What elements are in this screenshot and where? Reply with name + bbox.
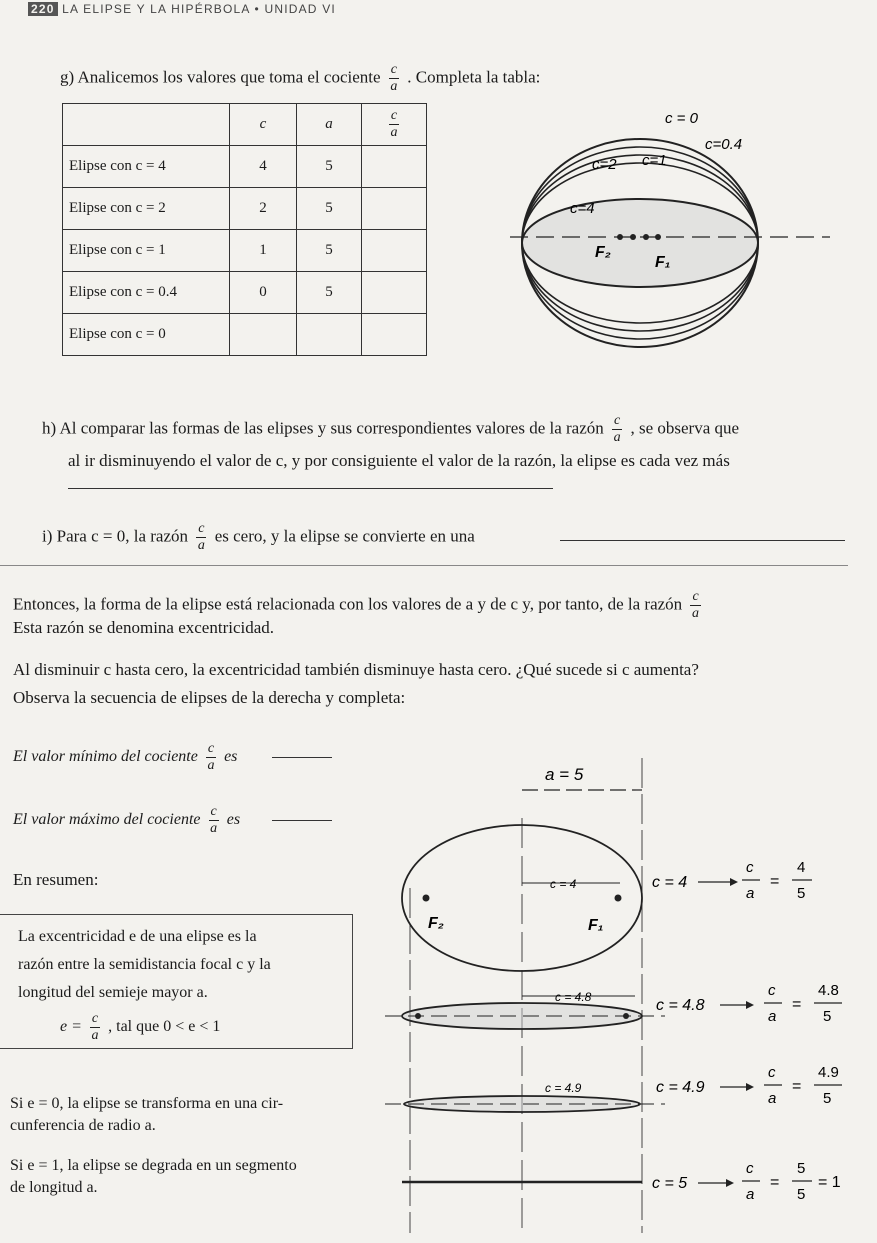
- label-c1: c=1: [642, 152, 667, 169]
- min-line: [13, 742, 237, 773]
- row-ratio-blank[interactable]: [362, 230, 427, 272]
- i-frac-num: c: [198, 521, 205, 536]
- row-a: [297, 314, 362, 356]
- si0-line1: Si e = 0, la elipse se transforma en una cir-: [10, 1095, 284, 1112]
- i-text-b: es cero, y la elipse se convierte en una: [214, 526, 475, 546]
- eq3-den: 5: [823, 1090, 832, 1107]
- eq1-num: 4: [797, 859, 806, 876]
- formula-num: c: [91, 1011, 99, 1026]
- section-title: LA ELIPSE Y LA HIPÉRBOLA: [62, 2, 250, 16]
- row-a: 5: [297, 188, 362, 230]
- eq2-frac-num: c: [768, 982, 776, 999]
- eq2-frac-den: a: [768, 1008, 777, 1025]
- formula-den: a: [91, 1028, 99, 1043]
- label-a5: a = 5: [545, 765, 584, 784]
- label-c04: c=0.4: [705, 136, 743, 153]
- eq1-equals: =: [770, 873, 780, 890]
- focus-dot: [415, 1013, 421, 1019]
- table-row: [63, 314, 427, 356]
- eq3-frac-num: c: [768, 1064, 776, 1081]
- h-line1: [42, 414, 739, 445]
- h-text-a: h) Al comparar las formas de las elipses y sus correspondientes valores de la razón: [42, 418, 604, 438]
- col-ratio-header: [362, 104, 427, 146]
- formula-tail: , tal que 0 < e < 1: [108, 1018, 221, 1036]
- min-frac-den: a: [207, 758, 215, 773]
- eq4-result: = 1: [818, 1174, 841, 1191]
- equation-row-1: [652, 859, 812, 902]
- row-a: 5: [297, 230, 362, 272]
- row-a: 5: [297, 146, 362, 188]
- g-fraction: [389, 63, 399, 94]
- ellipse1-inner-label: c = 4: [550, 877, 577, 891]
- col-a-label: a: [325, 116, 333, 132]
- h-frac-den: a: [613, 430, 621, 445]
- row-ratio-blank[interactable]: [362, 314, 427, 356]
- box-formula: [60, 1012, 220, 1043]
- row-label: Elipse con c = 0.4: [63, 272, 230, 314]
- i-frac-den: a: [197, 538, 205, 553]
- row-label: Elipse con c = 4: [63, 146, 230, 188]
- max-es: es: [226, 811, 241, 829]
- arrow-head-icon: [746, 1083, 754, 1091]
- h-frac-num: c: [614, 413, 621, 428]
- si0-line2: cunferencia de radio a.: [10, 1117, 156, 1134]
- nested-ellipses-figure: [500, 95, 840, 360]
- label-c0: c = 0: [665, 110, 698, 127]
- min-es: es: [224, 748, 238, 766]
- label-f2: F₂: [428, 915, 444, 932]
- max-frac-num: c: [210, 804, 217, 819]
- ratio-table: [62, 103, 427, 356]
- min-answer-line[interactable]: [272, 757, 332, 758]
- focus-dot: [615, 895, 622, 902]
- row-label: Elipse con c = 2: [63, 188, 230, 230]
- max-frac-den: a: [210, 821, 218, 836]
- para1-text: Entonces, la forma de la elipse está relacionada con los valores de a y de c y, por tanto, de la razón: [13, 594, 683, 614]
- p1-frac-den: a: [692, 606, 700, 621]
- eq2-equals: =: [792, 996, 802, 1013]
- row-label: Elipse con c = 0: [63, 314, 230, 356]
- label-f2: F₂: [595, 244, 611, 261]
- eq4-c: c = 5: [652, 1175, 688, 1192]
- max-line: [13, 805, 240, 836]
- row-ratio-blank[interactable]: [362, 188, 427, 230]
- equation-row-3: [656, 1064, 842, 1107]
- box-line3: longitud del semieje mayor a.: [18, 984, 208, 1001]
- min-text: El valor mínimo del cociente: [13, 748, 198, 766]
- g-frac-den: a: [390, 79, 398, 94]
- max-answer-line[interactable]: [272, 820, 332, 821]
- h-answer-line[interactable]: [68, 488, 553, 489]
- row-c: 0: [230, 272, 297, 314]
- para1-line2: Esta razón se denomina excentricidad.: [13, 618, 275, 637]
- para2-line2: Observa la secuencia de elipses de la derecha y completa:: [13, 688, 406, 707]
- eq4-num: 5: [797, 1160, 806, 1177]
- focus-dot: [630, 234, 636, 240]
- col-a-header: [297, 104, 362, 146]
- col-c-label: c: [259, 116, 267, 132]
- row-ratio-blank[interactable]: [362, 272, 427, 314]
- eq1-frac-den: a: [746, 885, 755, 902]
- ellipse2-inner-label: c = 4.8: [555, 990, 592, 1004]
- row-c: [230, 314, 297, 356]
- label-c2: c=2: [592, 156, 617, 173]
- eq3-c: c = 4.9: [656, 1079, 705, 1096]
- eq2-c: c = 4.8: [656, 997, 705, 1014]
- row-label: Elipse con c = 1: [63, 230, 230, 272]
- eq1-c: c = 4: [652, 874, 688, 891]
- label-c4: c=4: [570, 200, 595, 217]
- focus-dot: [617, 234, 623, 240]
- para1-line1: [13, 590, 705, 621]
- equation-row-4: [652, 1160, 841, 1203]
- i-line: [42, 522, 475, 553]
- table-corner: [63, 104, 230, 146]
- g-text: g) Analicemos los valores que toma el cociente: [60, 67, 381, 87]
- arrow-head-icon: [726, 1179, 734, 1187]
- eq3-num: 4.9: [818, 1064, 839, 1081]
- row-c: 1: [230, 230, 297, 272]
- col-c-header: [230, 104, 297, 146]
- row-c: 4: [230, 146, 297, 188]
- focus-dot: [655, 234, 661, 240]
- focus-dot: [423, 895, 430, 902]
- i-answer-line[interactable]: [560, 540, 845, 541]
- resumen-label: En resumen:: [13, 870, 99, 889]
- eq3-frac-den: a: [768, 1090, 777, 1107]
- page-number: 220: [28, 2, 58, 16]
- page-header: [28, 2, 336, 16]
- table-header-row: [63, 104, 427, 146]
- table-row: [63, 230, 427, 272]
- label-f1: F₁: [588, 917, 604, 934]
- eq4-frac-num: c: [746, 1160, 754, 1177]
- unit-title: UNIDAD VI: [264, 2, 336, 16]
- i-text-a: i) Para c = 0, la razón: [42, 526, 188, 546]
- min-frac-num: c: [207, 741, 215, 756]
- arrow-head-icon: [730, 878, 738, 886]
- focus-dot: [643, 234, 649, 240]
- eq4-equals: =: [770, 1174, 780, 1191]
- si1-line2: de longitud a.: [10, 1179, 98, 1196]
- arrow-head-icon: [746, 1001, 754, 1009]
- eq1-den: 5: [797, 885, 806, 902]
- row-a: 5: [297, 272, 362, 314]
- divider: [0, 565, 848, 566]
- box-line2: razón entre la semidistancia focal c y la: [18, 956, 271, 973]
- ellipse-c4: [522, 199, 758, 287]
- g-tail: . Completa la tabla:: [407, 67, 541, 87]
- eq1-frac-num: c: [746, 859, 754, 876]
- max-text: El valor máximo del cociente: [13, 811, 201, 829]
- formula-e: e =: [60, 1018, 82, 1036]
- para2-line1: Al disminuir c hasta cero, la excentricidad también disminuye hasta cero. ¿Qué sucede si c aumenta?: [13, 660, 699, 679]
- eq2-num: 4.8: [818, 982, 839, 999]
- h-text-b: , se observa que: [630, 418, 740, 438]
- p1-frac-num: c: [692, 589, 699, 604]
- si1-line1: Si e = 1, la elipse se degrada en un segmento: [10, 1157, 297, 1174]
- equation-row-2: [656, 982, 842, 1025]
- ellipse3-inner-label: c = 4.9: [545, 1081, 582, 1095]
- table-row: [63, 188, 427, 230]
- table-row: [63, 272, 427, 314]
- header-bullet: •: [254, 2, 260, 16]
- h-line2: al ir disminuyendo el valor de c, y por consiguiente el valor de la razón, la elipse es cada vez más: [68, 451, 730, 470]
- ellipse-sequence-figure: [380, 758, 870, 1233]
- table-row: [63, 146, 427, 188]
- g-instruction: [60, 63, 540, 94]
- col-ratio-den: a: [390, 125, 398, 140]
- box-line1: La excentricidad e de una elipse es la: [18, 928, 257, 945]
- eq4-frac-den: a: [746, 1186, 755, 1203]
- eq4-den: 5: [797, 1186, 806, 1203]
- eq3-equals: =: [792, 1078, 802, 1095]
- label-f1: F₁: [655, 254, 671, 271]
- row-ratio-blank[interactable]: [362, 146, 427, 188]
- row-c: 2: [230, 188, 297, 230]
- focus-dot: [623, 1013, 629, 1019]
- g-frac-num: c: [390, 62, 398, 77]
- col-ratio-num: c: [390, 108, 398, 123]
- eq2-den: 5: [823, 1008, 832, 1025]
